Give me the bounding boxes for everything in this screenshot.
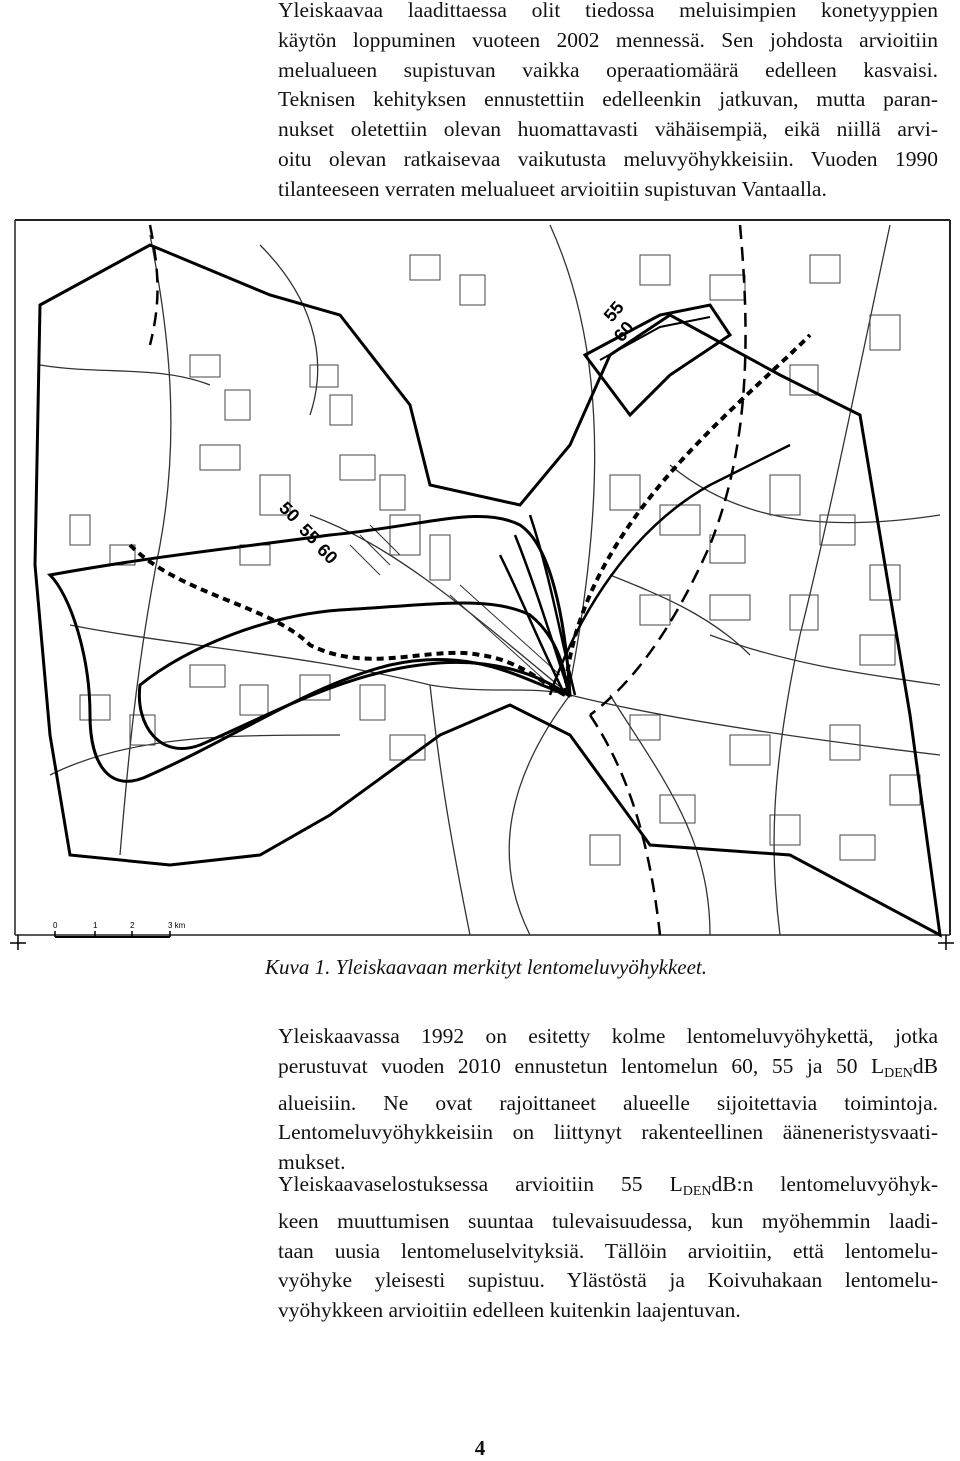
text-line: vyöhyke yleisesti supistuu. Ylästöstä ja Koivuhakaan lentomelu- [278, 1268, 938, 1293]
text-line: perustuvat vuoden 2010 ennustetun lentomelun 60, 55 ja 50 $L_{DEN}dB$ [278, 1053, 938, 1081]
scale-tick: 1 [93, 921, 98, 930]
page-number: 4 [474, 1436, 486, 1460]
text-line: Lentomeluvyöhykkeisiin on liittynyt rakenteellinen ääneneristysvaati- [278, 1120, 938, 1145]
text-line: taan uusia lentomeluselvityksiä. Tällöin arvioitiin, että lentomelu- [278, 1238, 938, 1263]
figure-caption: Kuva 1. Yleiskaavaan merkityt lentomeluvyöhykkeet. [265, 955, 708, 979]
text-line: keen muuttumisen suuntaa tulevaisuudessa, kun myöhemmin laadi- [278, 1208, 938, 1233]
text-line: tilanteeseen verraten melualueet arvioitiin supistuvan Vantaalla. [278, 176, 827, 201]
text-line: vyöhykkeen arvioitiin edelleen kuitenkin laajentuvan. [278, 1298, 741, 1323]
scale-tick: 0 [53, 921, 58, 930]
zones-paragraph [278, 1022, 938, 1178]
scale-tick: 3 km [168, 921, 186, 930]
text-line: melualueen supistuvan vaikka operaatiomäärä edelleen kasvaisi. [278, 57, 938, 82]
text-line: Yleiskaavaa laadittaessa olit tiedossa meluisimpien konetyyppien [278, 0, 938, 22]
corner-label-60: 60 [609, 317, 638, 346]
contour-label-55: 55 [295, 519, 324, 548]
text-line: oitu olevan ratkaisevaa vaikutusta meluvyöhykkeisiin. Vuoden 1990 [278, 146, 938, 171]
text-line: Yleiskaavaselostuksessa arvioitiin 55 $L_{DEN}dB:n$ lentomeluvyöhyk- [278, 1172, 939, 1199]
contour-label-60: 60 [313, 539, 342, 568]
scale-tick: 2 [130, 921, 135, 930]
text-line: käytön loppuminen vuoteen 2002 mennessä. Sen johdosta arvioitiin [278, 27, 938, 52]
corner-label-55: 55 [599, 297, 628, 326]
contour-label-50: 50 [275, 497, 304, 526]
text-line: alueisiin. Ne ovat rajoittaneet alueelle sijoitettavia toimintoja. [278, 1090, 938, 1115]
intro-paragraph [278, 0, 938, 205]
text-line: nukset oletettiin olevan huomattavasti vähäisempiä, eikä niillä arvi- [278, 117, 938, 142]
forecast-paragraph [278, 1170, 938, 1326]
noise-zone-map [10, 215, 955, 950]
text-line: Yleiskaavassa 1992 on esitetty kolme lentomeluvyöhykettä, jotka [278, 1024, 938, 1048]
text-line: mukset. [278, 1150, 346, 1175]
text-line: Teknisen kehityksen ennustettiin edelleenkin jatkuvan, mutta paran- [278, 87, 938, 112]
